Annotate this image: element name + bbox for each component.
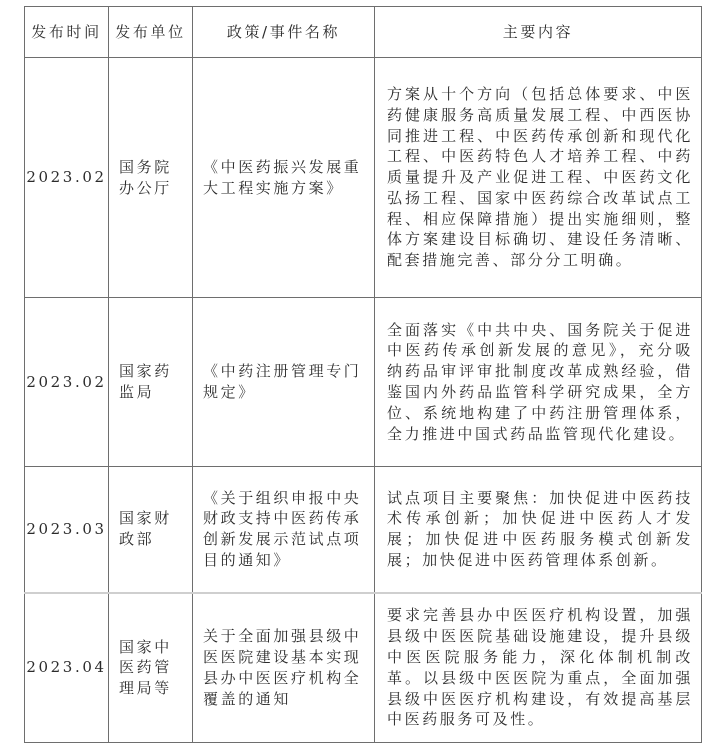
cell-date: 2023.02 bbox=[25, 298, 109, 467]
cell-date: 2023.02 bbox=[25, 58, 109, 298]
table-row bbox=[25, 298, 702, 467]
header-unit: 发布单位 bbox=[109, 7, 193, 58]
cell-content: 方案从十个方向（包括总体要求、中医药健康服务高质量发展工程、中西医协同推进工程、中医药传承创新和现代化工程、中医药特色人才培养工程、中药质量提升及产业促进工程、中医药文化弘扬工程、国家中医药综合改革试点工程、相应保障措施）提出实施细则，整体方案建设目标确切、建设任务清晰、配套措施完善、部分分工明确。 bbox=[375, 58, 702, 298]
cell-content: 试点项目主要聚焦：加快促进中医药技术传承创新；加快促进中医药人才发展；加快促进中医药服务模式创新发展；加快促进中医药管理体系创新。 bbox=[375, 467, 702, 593]
policy-table bbox=[24, 6, 702, 743]
header-date: 发布时间 bbox=[25, 7, 109, 58]
table-row bbox=[25, 593, 702, 743]
cell-content: 要求完善县办中医医疗机构设置，加强县级中医医院基础设施建设，提升县级中医医院服务能力，深化体制机制改革。以县级中医医院为重点，全面加强县级中医医疗机构建设，有效提高基层中医药服务可及性。 bbox=[375, 593, 702, 743]
table-row bbox=[25, 467, 702, 593]
table-row bbox=[25, 58, 702, 298]
cell-unit: 国家药监局 bbox=[109, 298, 193, 467]
cell-date: 2023.04 bbox=[25, 593, 109, 743]
cell-title: 《中医药振兴发展重大工程实施方案》 bbox=[193, 58, 375, 298]
cell-date: 2023.03 bbox=[25, 467, 109, 593]
cell-content: 全面落实《中共中央、国务院关于促进中医药传承创新发展的意见》，充分吸纳药品审评审批制度改革成熟经验，借鉴国内外药品监管科学研究成果，全方位、系统地构建了中药注册管理体系，全力推进中国式药品监管现代化建设。 bbox=[375, 298, 702, 467]
cell-title: 《中药注册管理专门规定》 bbox=[193, 298, 375, 467]
table-header-row bbox=[25, 7, 702, 58]
header-content: 主要内容 bbox=[375, 7, 702, 58]
cell-title: 关于全面加强县级中医医院建设基本实现县办中医医疗机构全覆盖的通知 bbox=[193, 593, 375, 743]
cell-title: 《关于组织申报中央财政支持中医药传承创新发展示范试点项目的通知》 bbox=[193, 467, 375, 593]
cell-unit: 国务院办公厅 bbox=[109, 58, 193, 298]
header-title: 政策/事件名称 bbox=[193, 7, 375, 58]
cell-unit: 国家中医药管理局等 bbox=[109, 593, 193, 743]
cell-unit: 国家财政部 bbox=[109, 467, 193, 593]
